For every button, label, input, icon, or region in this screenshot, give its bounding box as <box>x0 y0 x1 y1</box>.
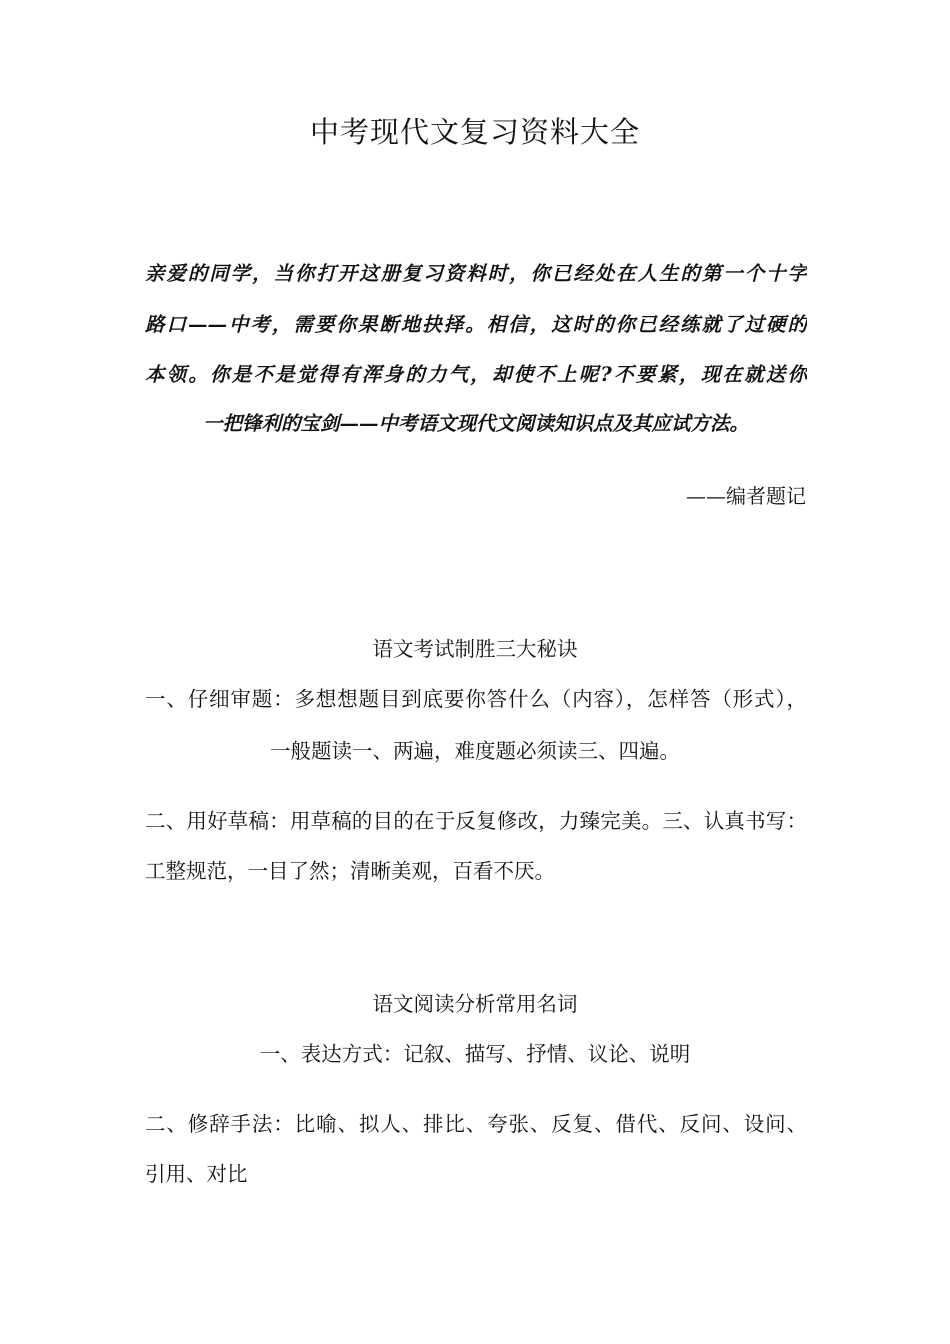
section-heading-exam-secrets: 语文考试制胜三大秘诀 <box>372 637 578 661</box>
preface-line-3: 本领。你是不是觉得有浑身的力气，却使不上呢?不要紧，现在就送你 <box>145 363 807 386</box>
preface-line-2: 路口——中考，需要你果断地抉择。相信，这时的你已经练就了过硬的 <box>145 313 807 336</box>
preface-signature: ——编者题记 <box>686 484 806 508</box>
document-title: 中考现代文复习资料大全 <box>309 115 640 149</box>
section-heading-reading-terms: 语文阅读分析常用名词 <box>372 992 578 1016</box>
reading-term-line-3: 引用、对比 <box>145 1162 248 1186</box>
exam-secret-line-1: 一、仔细审题：多想想题目到底要你答什么（内容），怎样答（形式）， <box>145 687 807 711</box>
reading-term-line-1: 一、表达方式：记叙、描写、抒情、议论、说明 <box>259 1042 691 1066</box>
preface-line-1: 亲爱的同学，当你打开这册复习资料时，你已经处在人生的第一个十字 <box>145 262 807 285</box>
exam-secret-line-2: 一般题读一、两遍，难度题必须读三、四遍。 <box>270 739 680 763</box>
exam-secret-line-3: 二、用好草稿：用草稿的目的在于反复修改，力臻完美。三、认真书写： <box>145 809 807 833</box>
exam-secret-line-4: 工整规范，一目了然；清晰美观，百看不厌。 <box>145 859 555 883</box>
preface-line-4: 一把锋利的宝剑——中考语文现代文阅读知识点及其应试方法。 <box>202 412 749 435</box>
reading-term-line-2: 二、修辞手法：比喻、拟人、排比、夸张、反复、借代、反问、设问、 <box>145 1112 807 1136</box>
